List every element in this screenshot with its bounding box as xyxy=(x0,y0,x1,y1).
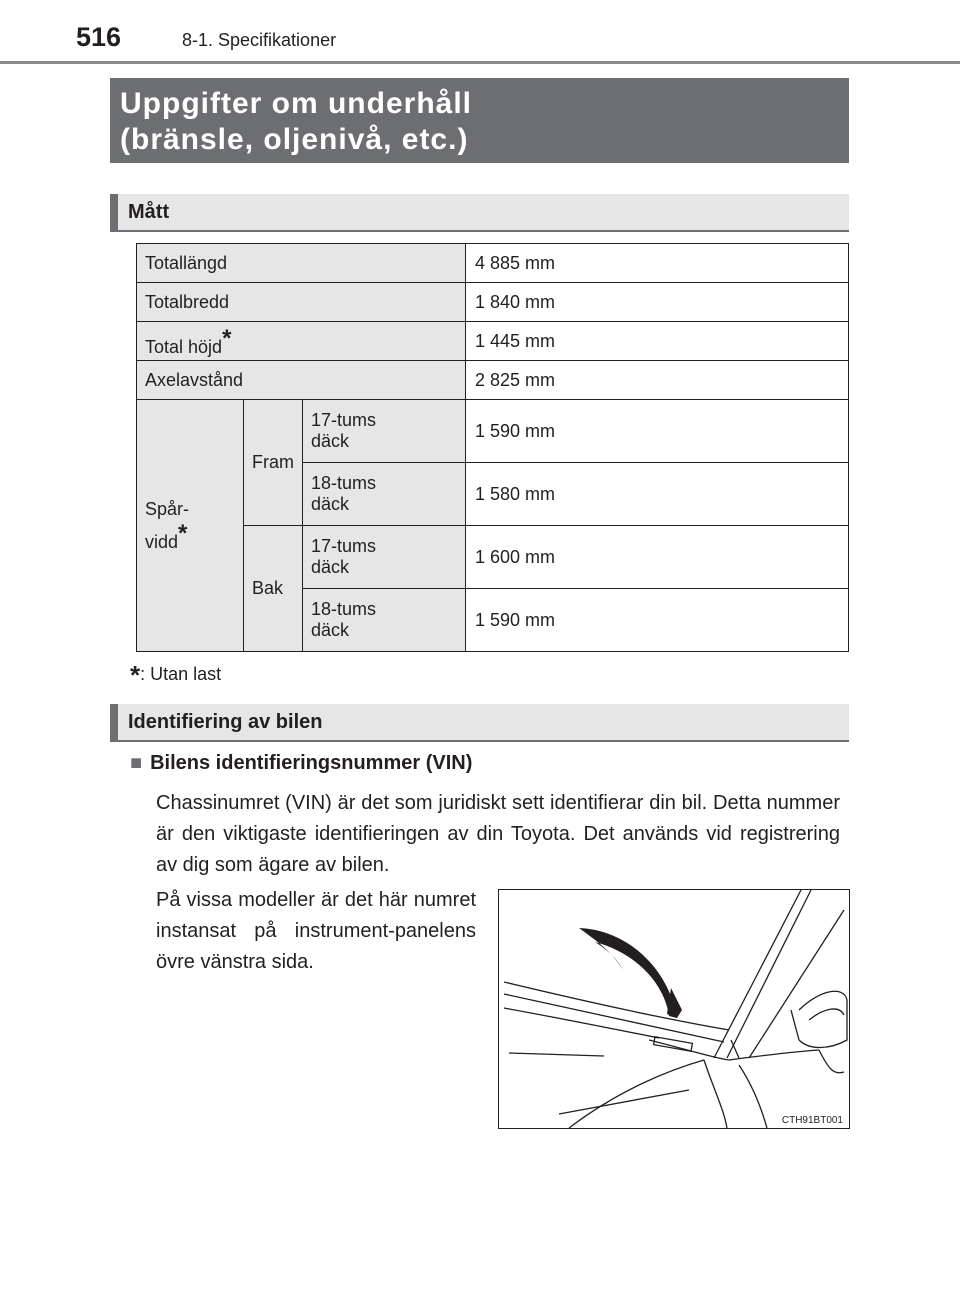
tire-size-line1: 18-tums xyxy=(311,599,377,619)
footnote-marker: * xyxy=(178,519,188,547)
tire-size-line2: däck xyxy=(311,494,350,514)
footnote-marker: * xyxy=(130,660,141,690)
footnote-marker: * xyxy=(222,324,232,352)
tire-size-line2: däck xyxy=(311,431,350,451)
tire-size-cell xyxy=(303,589,466,652)
row-value: 1 445 mm xyxy=(466,322,849,361)
row-value: 1 600 mm xyxy=(466,526,849,589)
table-row xyxy=(137,526,849,589)
section-heading-dimensions xyxy=(110,194,849,232)
subsection-title xyxy=(130,752,472,775)
footnote xyxy=(130,660,221,691)
section-heading-identification xyxy=(110,704,849,742)
tire-size-line1: 17-tums xyxy=(311,536,377,556)
track-label-line1: Spår- xyxy=(145,498,190,519)
subsection-title-text: Bilens identifieringsnummer (VIN) xyxy=(150,752,473,774)
section-heading-label: Identifiering av bilen xyxy=(128,711,323,733)
chapter-title: 8-1. Specifikationer xyxy=(182,30,337,50)
section-heading-bar xyxy=(110,704,118,740)
row-label-cell xyxy=(137,322,466,361)
tire-size-cell xyxy=(303,463,466,526)
track-label-cell xyxy=(137,400,244,652)
tire-size-line2: däck xyxy=(311,557,350,577)
row-value: 4 885 mm xyxy=(466,244,849,283)
page-title-line2: (bränsle, oljenivå, etc.) xyxy=(120,123,469,156)
vin-location-figure xyxy=(498,889,850,1129)
row-label: Totallängd xyxy=(137,244,466,283)
row-value: 1 590 mm xyxy=(466,589,849,652)
row-value: 2 825 mm xyxy=(466,361,849,400)
row-value: 1 590 mm xyxy=(466,400,849,463)
tire-size-cell xyxy=(303,526,466,589)
vin-location-text: På vissa modeller är det här numret instansat på instrument-panelens övre vänstra sida. xyxy=(156,889,476,973)
axle-label: Bak xyxy=(244,526,303,652)
table-row xyxy=(137,244,849,283)
axle-label: Fram xyxy=(244,400,303,526)
tire-size-line2: däck xyxy=(311,620,350,640)
row-value: 1 580 mm xyxy=(466,463,849,526)
section-heading-bar xyxy=(110,194,118,230)
track-label-line2: vidd xyxy=(145,531,179,552)
footnote-text: : Utan last xyxy=(140,664,222,684)
header-divider xyxy=(0,61,960,64)
bullet-square-icon: ■ xyxy=(130,752,143,774)
vin-description: Chassinumret (VIN) är det som juridiskt sett identifierar din bil. Detta nummer är den viktigaste identifieringen av din Toyota. Det används vid registrering av dig som ägare av bilen. xyxy=(156,792,840,876)
tire-size-line1: 18-tums xyxy=(311,473,377,493)
dashboard-illustration xyxy=(499,890,849,1128)
row-label: Axelavstånd xyxy=(137,361,466,400)
figure-code: CTH91BT001 xyxy=(781,1115,843,1126)
row-label: Total höjd xyxy=(145,336,223,357)
row-value: 1 840 mm xyxy=(466,283,849,322)
table-row xyxy=(137,361,849,400)
tire-size-line1: 17-tums xyxy=(311,410,377,430)
dimensions-table xyxy=(136,243,849,652)
page-title-line1: Uppgifter om underhåll xyxy=(120,87,472,120)
table-row xyxy=(137,283,849,322)
tire-size-cell xyxy=(303,400,466,463)
table-row xyxy=(137,322,849,361)
row-label: Totalbredd xyxy=(137,283,466,322)
section-heading-label: Mått xyxy=(128,201,170,223)
page-title xyxy=(120,86,472,158)
page-number: 516 xyxy=(76,22,122,52)
table-row xyxy=(137,400,849,463)
